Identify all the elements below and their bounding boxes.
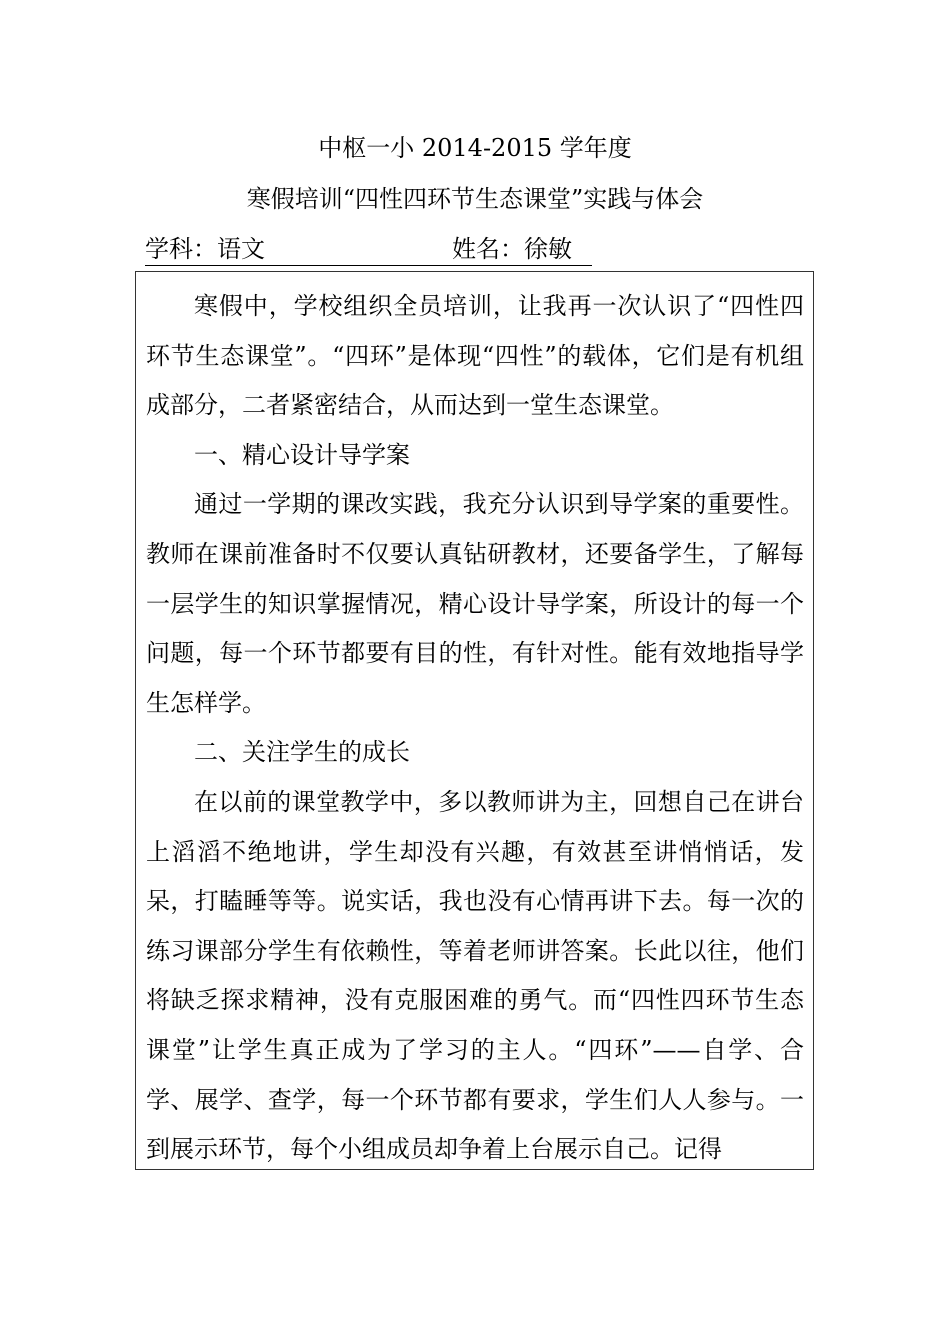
- author-name-label: 姓名：徐敏: [452, 235, 572, 263]
- content-box: [135, 271, 814, 1170]
- document-title-line-1: 中枢一小 2014-2015 学年度: [318, 134, 632, 162]
- section-heading-2: 二、关注学生的成长: [194, 738, 410, 767]
- intro-paragraph: 寒假中，学校组织全员培训，让我再一次认识了“四性四环节生态课堂”。“四环”是体现“四性”的载体，它们是有机组成部分，二者紧密结合，从而达到一堂生态课堂。: [146, 292, 804, 420]
- document-title-line-2: 寒假培训“四性四环节生态课堂”实践与体会: [246, 185, 704, 213]
- meta-row: [145, 233, 592, 266]
- section-paragraph-1: 通过一学期的课改实践，我充分认识到导学案的重要性。教师在课前准备时不仅要认真钻研教材，还要备学生，了解每一层学生的知识掌握情况，精心设计导学案，所设计的每一个问题，每一个环节都要有目的性，有针对性。能有效地指导学生怎样学。: [146, 490, 804, 717]
- section-paragraph-2: 在以前的课堂教学中，多以教师讲为主，回想自己在讲台上滔滔不绝地讲，学生却没有兴趣，有效甚至讲悄悄话，发呆，打瞌睡等等。说实话，我也没有心情再讲下去。每一次的练习课部分学生有依赖性，等着老师讲答案。长此以往，他们将缺乏探求精神，没有克服困难的勇气。而“四性四环节生态课堂”让学生真正成为了学习的主人。“四环”——自学、合学、展学、查学，每一个环节都有要求，学生们人人参与。一到展示环节，每个小组成员却争着上台展示自己。记得: [146, 787, 804, 1164]
- section-heading-1: 一、精心设计导学案: [194, 440, 410, 469]
- content-body: [136, 272, 813, 1170]
- subject-label: 学科：语文: [145, 235, 265, 263]
